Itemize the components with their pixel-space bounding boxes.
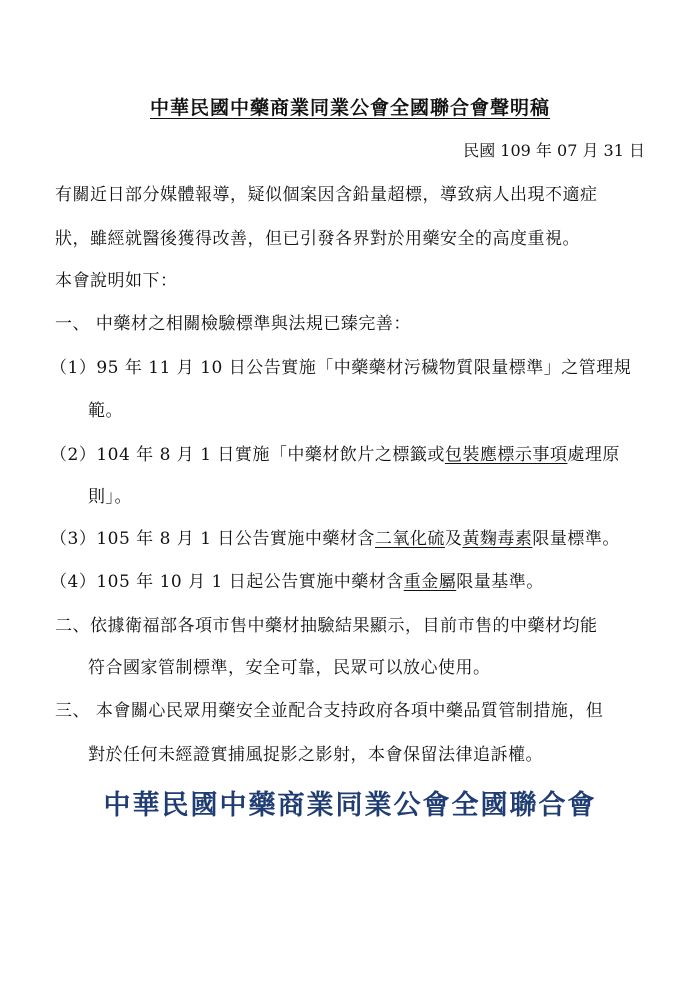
section-2-line-2: 符合國家管制標準，安全可靠，民眾可以放心使用。 <box>88 658 491 678</box>
item-4-text-pre: （4）105 年 10 月 1 日起公告實施中藥材含 <box>50 572 404 592</box>
item-2-line-2: 則」。 <box>88 487 132 507</box>
intro-line-2: 狀，雖經就醫後獲得改善，但已引發各界對於用藥安全的高度重視。 <box>55 229 580 249</box>
statement-date: 民國 109 年 07 月 31 日 <box>463 141 645 160</box>
item-3-line <box>50 524 620 549</box>
section-2-line-1: 二、依據衛福部各項市售中藥材抽驗結果顯示，目前市售的中藥材均能 <box>55 616 598 636</box>
item-3-underlined-1: 二氧化硫 <box>374 529 445 549</box>
section-3-line-2: 對於任何未經證實捕風捉影之影射，本會保留法律追訴權。 <box>88 745 543 765</box>
item-2-underlined: 包裝應標示事項 <box>444 445 568 465</box>
item-4-underlined: 重金屬 <box>403 572 457 592</box>
item-1-line-2: 範。 <box>88 401 123 421</box>
item-3-text-post: 限量標準。 <box>532 529 620 549</box>
item-2-text-post: 處理原 <box>567 445 620 465</box>
section-1-heading: 一、 中藥材之相關檢驗標準與法規已臻完善： <box>55 314 411 334</box>
item-4-text-post: 限量基準。 <box>456 572 544 592</box>
document-title: 中華民國中藥商業同業公會全國聯合會聲明稿 <box>149 97 550 119</box>
item-3-underlined-2: 黃麴毒素 <box>462 529 533 549</box>
item-4-line <box>50 567 544 592</box>
section-3-line-1: 三、 本會關心民眾用藥安全並配合支持政府各項中藥品質管制措施，但 <box>55 701 604 721</box>
item-1-line-1: （1）95 年 11 月 10 日公告實施「中藥藥材污穢物質限量標準」之管理規 <box>50 358 632 378</box>
item-3-text-mid: 及 <box>444 529 463 549</box>
intro-line-1: 有關近日部分媒體報導，疑似個案因含鉛量超標，導致病人出現不適症 <box>55 185 598 205</box>
item-2-line-1 <box>50 440 620 465</box>
item-2-text-pre: （2）104 年 8 月 1 日實施「中藥材飲片之標籤或 <box>50 445 445 465</box>
item-3-text-pre: （3）105 年 8 月 1 日公告實施中藥材含 <box>50 529 375 549</box>
lead-text: 本會說明如下： <box>55 271 178 291</box>
signature-organization: 中華民國中藥商業同業公會全國聯合會 <box>103 790 597 821</box>
